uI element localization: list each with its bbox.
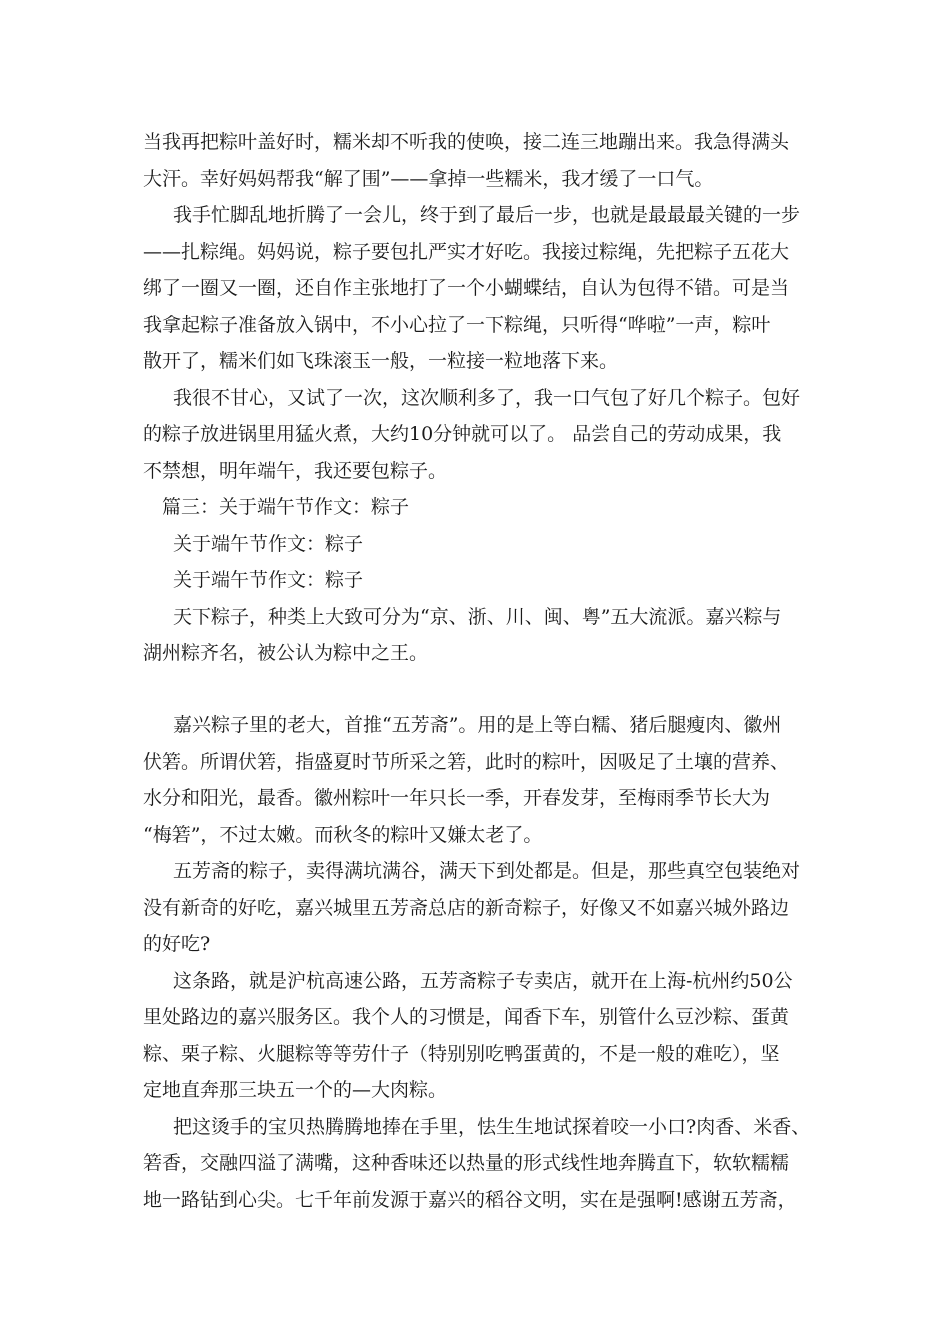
text-line-26: 定地直奔那三块五一个的—大肉粽。 <box>143 1079 448 1101</box>
text-line-19: “梅箬”，不过太嫩。而秋冬的粽叶又嫌太老了。 <box>143 824 543 846</box>
text-line-2: 大汗。幸好妈妈帮我“解了围”——拿掉一些糯米，我才缓了一口气。 <box>143 168 714 190</box>
text-line-9: 的粽子放进锅里用猛火煮，大约10分钟就可以了。 品尝自己的劳动成果，我 <box>143 423 782 445</box>
text-line-25: 粽、栗子粽、火腿粽等等劳什子（特别别吃鸭蛋黄的，不是一般的难吃），坚 <box>143 1043 780 1065</box>
text-line-20: 五芳斋的粽子，卖得满坑满谷，满天下到处都是。但是，那些真空包装绝对 <box>173 860 801 882</box>
text-line-22: 的好吃? <box>143 933 211 955</box>
text-line-5: 绑了一圈又一圈，还自作主张地打了一个小蝴蝶结，自认为包得不错。可是当 <box>143 277 790 299</box>
text-line-10: 不禁想，明年端午，我还要包粽子。 <box>143 460 448 482</box>
text-line-21: 没有新奇的好吃，嘉兴城里五芳斋总店的新奇粽子，好像又不如嘉兴城外路边 <box>143 897 790 919</box>
section-heading: 篇三：关于端午节作文：粽子 <box>162 496 410 518</box>
text-line-14: 天下粽子，种类上大致可分为“京、浙、川、闽、粤”五大流派。嘉兴粽与 <box>173 606 782 628</box>
text-line-7: 散开了，糯米们如飞珠滚玉一般，一粒接一粒地落下来。 <box>143 350 619 372</box>
text-line-18: 水分和阳光，最香。徽州粽叶一年只长一季，开春发芽，至梅雨季节长大为 <box>143 787 771 809</box>
article-title-1: 关于端午节作文：粽子 <box>173 533 364 555</box>
article-title-2: 关于端午节作文：粽子 <box>173 569 364 591</box>
text-line-29: 地一路钻到心尖。七千年前发源于嘉兴的稻谷文明，实在是强啊!感谢五芳斋， <box>143 1189 797 1211</box>
text-line-17: 伏箬。所谓伏箬，指盛夏时节所采之箬，此时的粽叶，因吸足了土壤的营养、 <box>143 751 790 773</box>
text-line-24: 里处路边的嘉兴服务区。我个人的习惯是，闻香下车，别管什么豆沙粽、蛋黄 <box>143 1006 790 1028</box>
text-line-27: 把这烫手的宝贝热腾腾地捧在手里，怯生生地试探着咬一小口?肉香、米香、 <box>173 1116 811 1138</box>
text-line-1: 当我再把粽叶盖好时，糯米却不听我的使唤，接二连三地蹦出来。我急得满头 <box>143 131 790 153</box>
text-line-16: 嘉兴粽子里的老大，首推“五芳斋”。用的是上等白糯、猪后腿瘦肉、徽州 <box>173 714 782 736</box>
text-line-6: 我拿起粽子准备放入锅中，不小心拉了一下粽绳，只听得“哗啦”一声，粽叶 <box>143 314 771 336</box>
text-line-4: ——扎粽绳。妈妈说，粽子要包扎严实才好吃。我接过粽绳，先把粽子五花大 <box>143 241 790 263</box>
text-line-28: 箬香，交融四溢了满嘴，这种香味还以热量的形式线性地奔腾直下，软软糯糯 <box>143 1152 790 1174</box>
text-line-8: 我很不甘心，又试了一次，这次顺利多了，我一口气包了好几个粽子。包好 <box>173 387 801 409</box>
text-line-23: 这条路，就是沪杭高速公路，五芳斋粽子专卖店，就开在上海-杭州约50公 <box>173 970 793 992</box>
text-line-3: 我手忙脚乱地折腾了一会儿，终于到了最后一步，也就是最最最关键的一步 <box>173 204 801 226</box>
text-line-15: 湖州粽齐名，被公认为粽中之王。 <box>143 642 429 664</box>
